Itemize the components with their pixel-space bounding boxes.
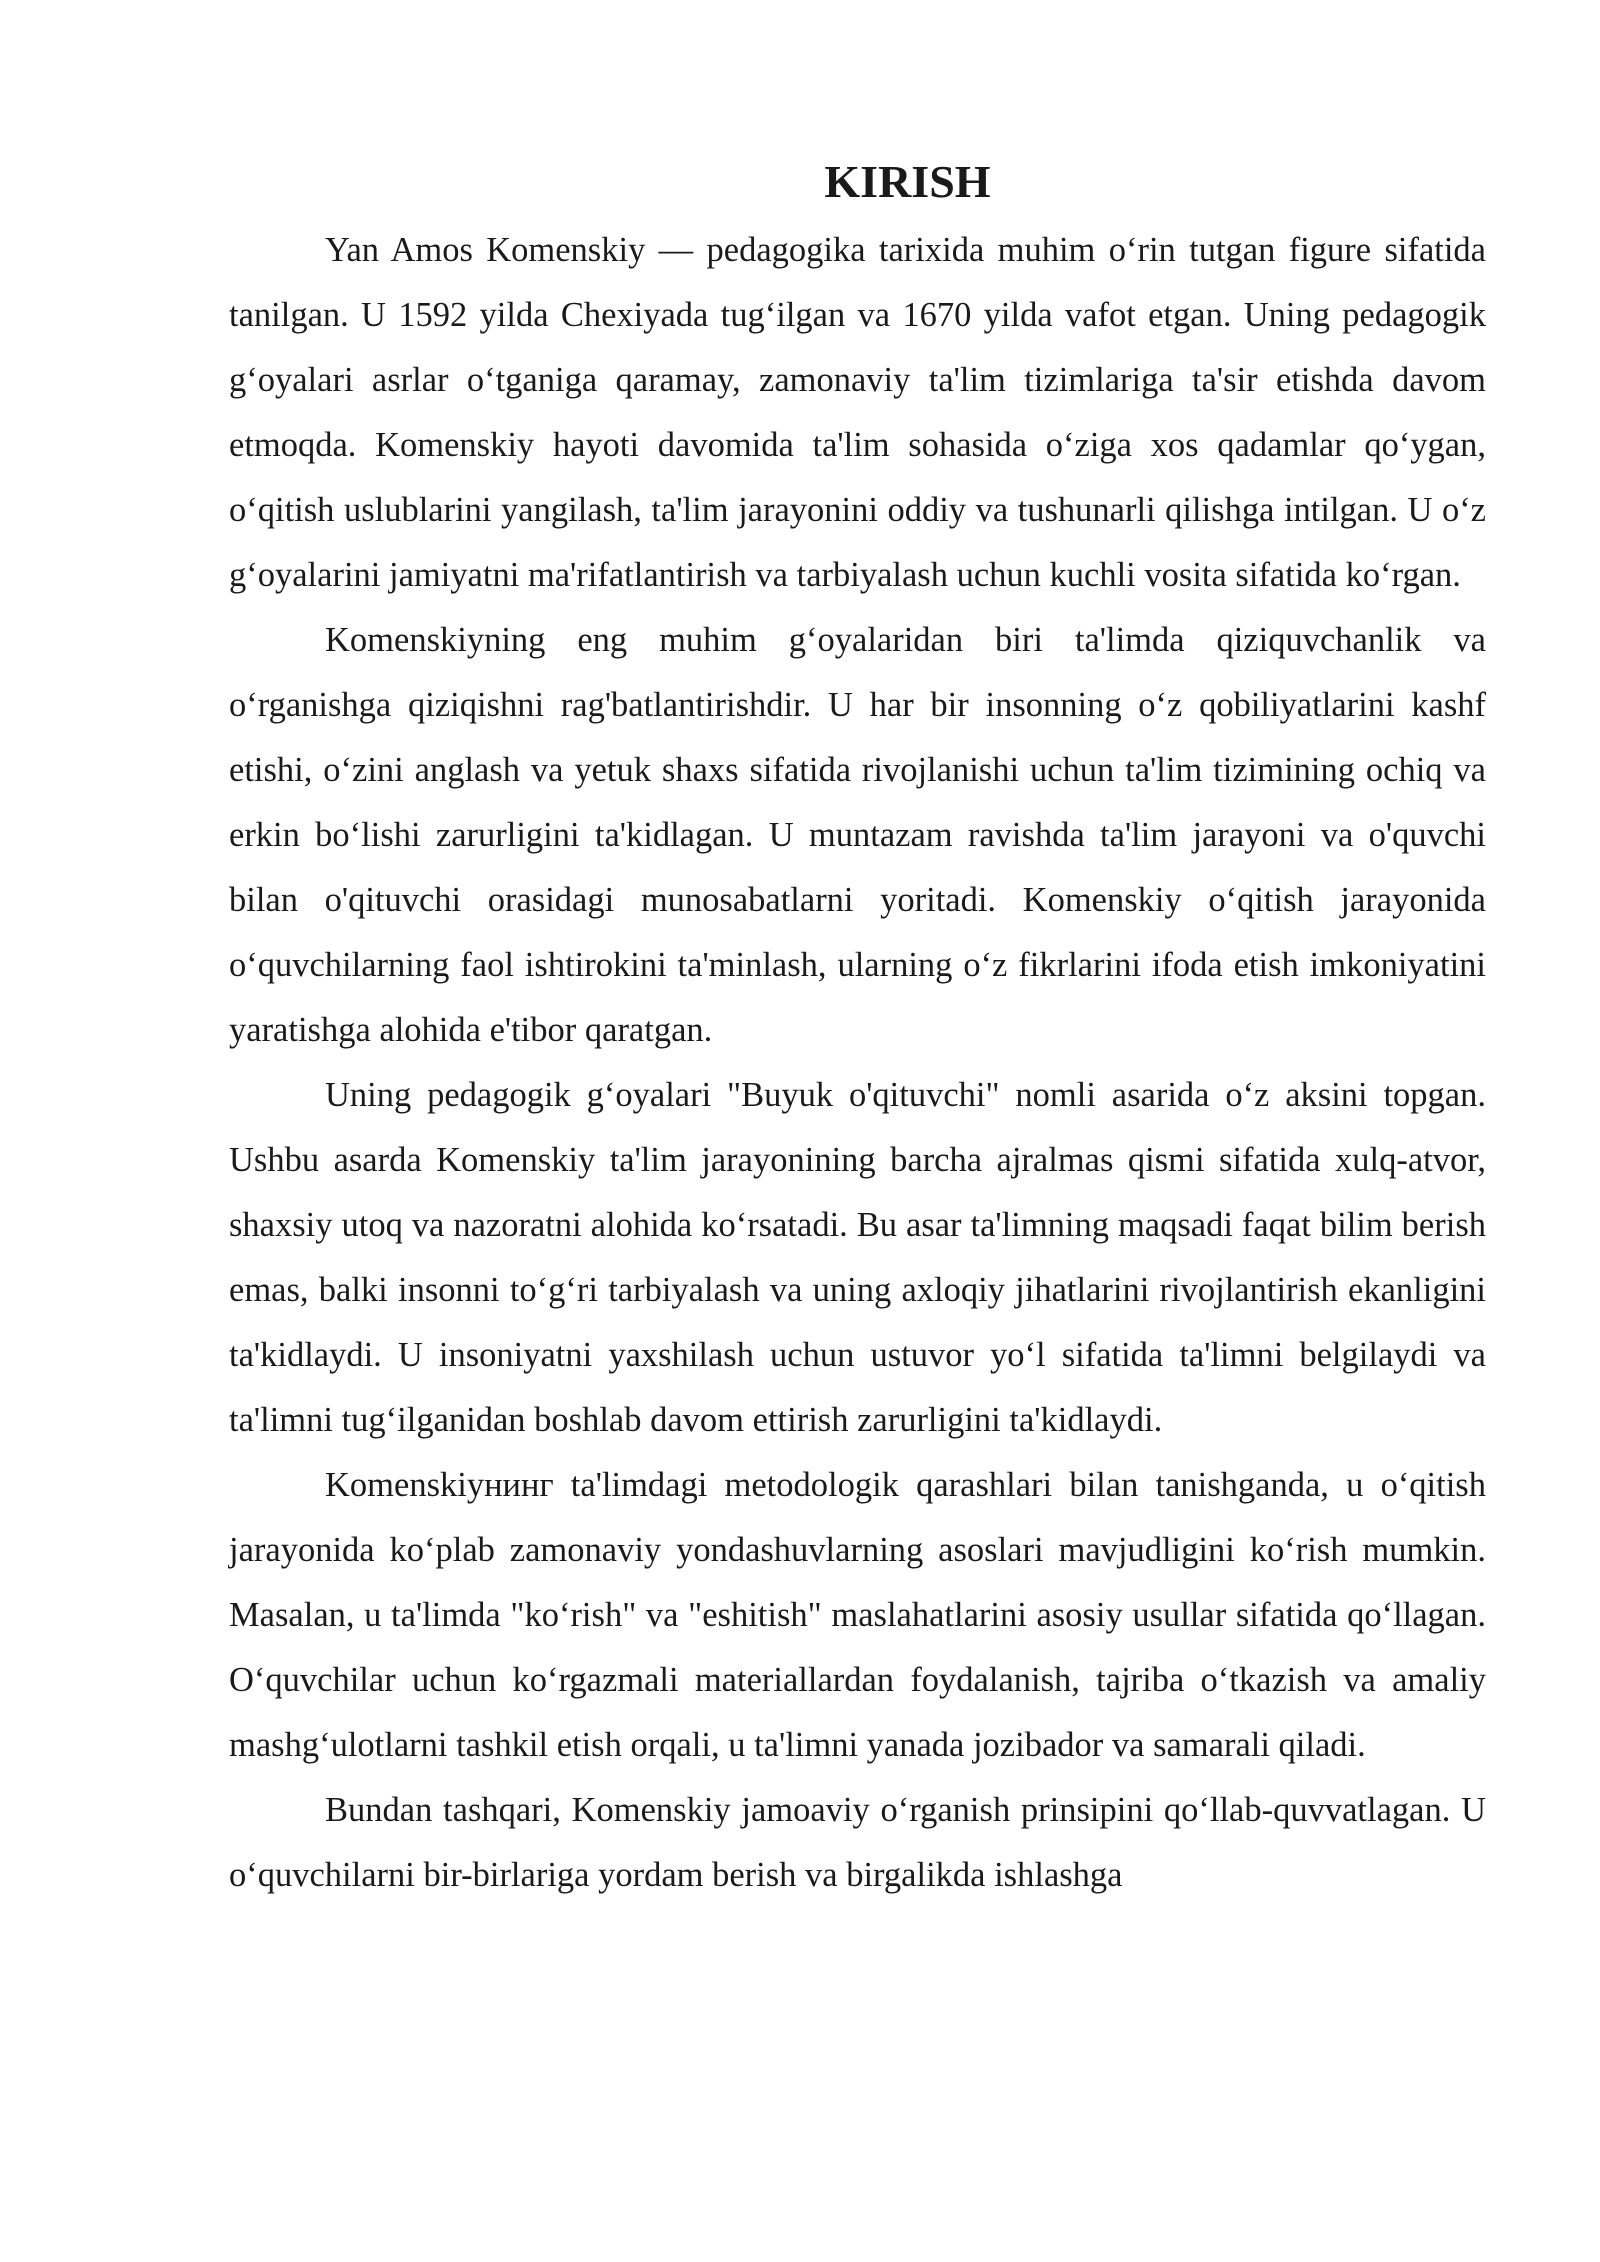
paragraph-3: Uning pedagogik g‘oyalari "Buyuk o'qituvchi" nomli asarida o‘z aksini topgan. Ushbu asarda Komenskiy ta'lim jarayonining barcha ajralmas qismi sifatida xulq-atvor, shaxsiy utoq va nazoratni alohida ko‘rsatadi. Bu asar ta'limning maqsadi faqat bilim berish emas, balki insonni to‘g‘ri tarbiyalash va uning axloqiy jihatlarini rivojlantirish ekanligini ta'kidlaydi. U insoniyatni yaxshilash uchun ustuvor yo‘l sifatida ta'limni belgilaydi va ta'limni tug‘ilganidan boshlab davom ettirish zarurligini ta'kidlaydi. [229, 1076, 1486, 1439]
page-title: KIRISH [824, 156, 991, 207]
page-content [229, 150, 1486, 1908]
paragraph-4: Komenskiyнинг ta'limdagi metodologik qarashlari bilan tanishganda, u o‘qitish jarayonida ko‘plab zamonaviy yondashuvlarning asoslari mavjudligini ko‘rish mumkin. Masalan, u ta'limda "ko‘rish" va "eshitish" maslahatlarini asosiy usullar sifatida qo‘llagan. O‘quvchilar uchun ko‘rgazmali materiallardan foydalanish, tajriba o‘tkazish va amaliy mashg‘ulotlarni tashkil etish orqali, u ta'limni yanada jozibador va samarali qiladi. [229, 1466, 1486, 1764]
paragraph-2: Komenskiyning eng muhim g‘oyalaridan biri ta'limda qiziquvchanlik va o‘rganishga qiziqishni rag'batlantirishdir. U har bir insonning o‘z qobiliyatlarini kashf etishi, o‘zini anglash va yetuk shaxs sifatida rivojlanishi uchun ta'lim tizimining ochiq va erkin bo‘lishi zarurligini ta'kidlagan. U muntazam ravishda ta'lim jarayoni va o'quvchi bilan o'qituvchi orasidagi munosabatlarni yoritadi. Komenskiy o‘qitish jarayonida o‘quvchilarning faol ishtirokini ta'minlash, ularning o‘z fikrlarini ifoda etish imkoniyatini yaratishga alohida e'tibor qaratgan. [229, 621, 1486, 1049]
paragraph-1: Yan Amos Komenskiy — pedagogika tarixida muhim o‘rin tutgan figure sifatida tanilgan. U 1592 yilda Chexiyada tug‘ilgan va 1670 yilda vafot etgan. Uning pedagogik g‘oyalari asrlar o‘tganiga qaramay, zamonaviy ta'lim tizimlariga ta'sir etishda davom etmoqda. Komenskiy hayoti davomida ta'lim sohasida o‘ziga xos qadamlar qo‘ygan, o‘qitish uslublarini yangilash, ta'lim jarayonini oddiy va tushunarli qilishga intilgan. U o‘z g‘oyalarini jamiyatni ma'rifatlantirish va tarbiyalash uchun kuchli vosita sifatida ko‘rgan. [229, 231, 1486, 594]
paragraph-5: Bundan tashqari, Komenskiy jamoaviy o‘rganish prinsipini qo‘llab-quvvatlagan. U o‘quvchilarni bir-birlariga yordam berish va birgalikda ishlashga [229, 1791, 1486, 1894]
